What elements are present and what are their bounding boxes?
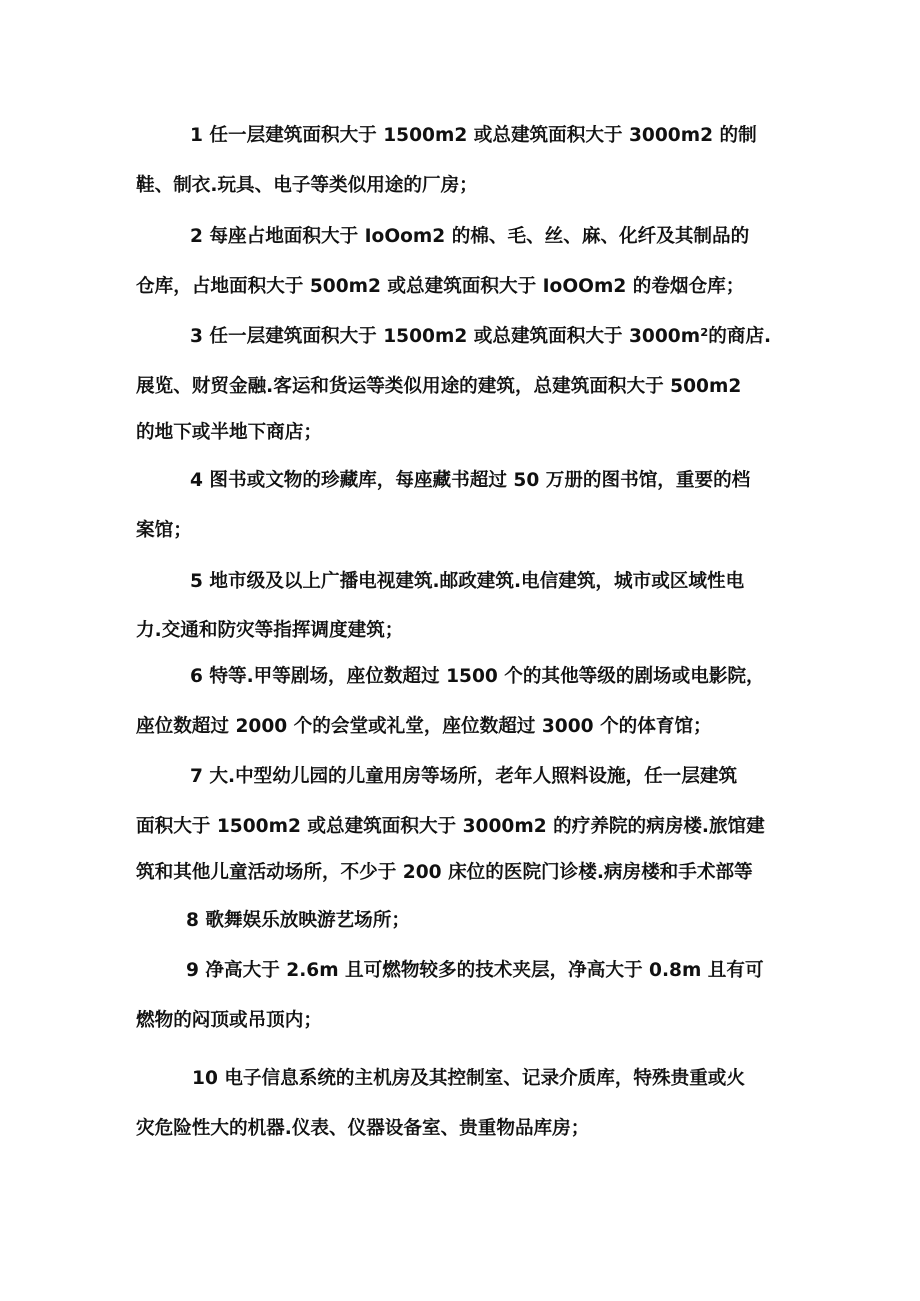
item-3-line-2: 展览、财贸金融.客运和货运等类似用途的建筑，总建筑面积大于 500m2	[136, 376, 742, 397]
item-1-line-2: 鞋、制衣.玩具、电子等类似用途的厂房；	[136, 175, 478, 196]
item-7-line-1: 7 大.中型幼儿园的儿童用房等场所，老年人照料设施，任一层建筑	[190, 766, 738, 787]
item-4-line-2: 案馆；	[136, 520, 192, 541]
item-6-line-1: 6 特等.甲等剧场，座位数超过 1500 个的其他等级的剧场或电影院，	[190, 666, 765, 687]
item-6-line-2: 座位数超过 2000 个的会堂或礼堂，座位数超过 3000 个的体育馆；	[136, 716, 712, 737]
item-3-line-3: 的地下或半地下商店；	[136, 422, 322, 443]
item-10-line-2: 灾危险性大的机器.仪表、仪器设备室、贵重物品库房；	[136, 1118, 590, 1139]
item-9-line-2: 燃物的闷顶或吊顶内；	[136, 1010, 322, 1031]
item-1-line-1: 1 任一层建筑面积大于 1500m2 或总建筑面积大于 3000m2 的制	[190, 125, 757, 146]
item-10-line-1: 10 电子信息系统的主机房及其控制室、记录介质库，特殊贵重或火	[192, 1068, 745, 1089]
item-8-line-1: 8 歌舞娱乐放映游艺场所；	[186, 910, 410, 931]
item-9-line-1: 9 净高大于 2.6m 且可燃物较多的技术夹层，净高大于 0.8m 且有可	[186, 960, 764, 981]
item-7-line-2: 面积大于 1500m2 或总建筑面积大于 3000m2 的疗养院的病房楼.旅馆建	[136, 816, 765, 837]
item-7-line-3: 筑和其他儿童活动场所，不少于 200 床位的医院门诊楼.病房楼和手术部等	[136, 862, 753, 883]
item-4-line-1: 4 图书或文物的珍藏库，每座藏书超过 50 万册的图书馆，重要的档	[190, 470, 751, 491]
item-5-line-2: 力.交通和防灾等指挥调度建筑；	[136, 620, 404, 641]
item-5-line-1: 5 地市级及以上广播电视建筑.邮政建筑.电信建筑，城市或区域性电	[190, 571, 745, 592]
item-2-line-1: 2 每座占地面积大于 IoOom2 的棉、毛、丝、麻、化纤及其制品的	[190, 226, 750, 247]
item-3-line-1: 3 任一层建筑面积大于 1500m2 或总建筑面积大于 3000m²的商店.	[190, 326, 772, 347]
item-2-line-2: 仓库，占地面积大于 500m2 或总建筑面积大于 IoOOm2 的卷烟仓库；	[136, 276, 745, 297]
